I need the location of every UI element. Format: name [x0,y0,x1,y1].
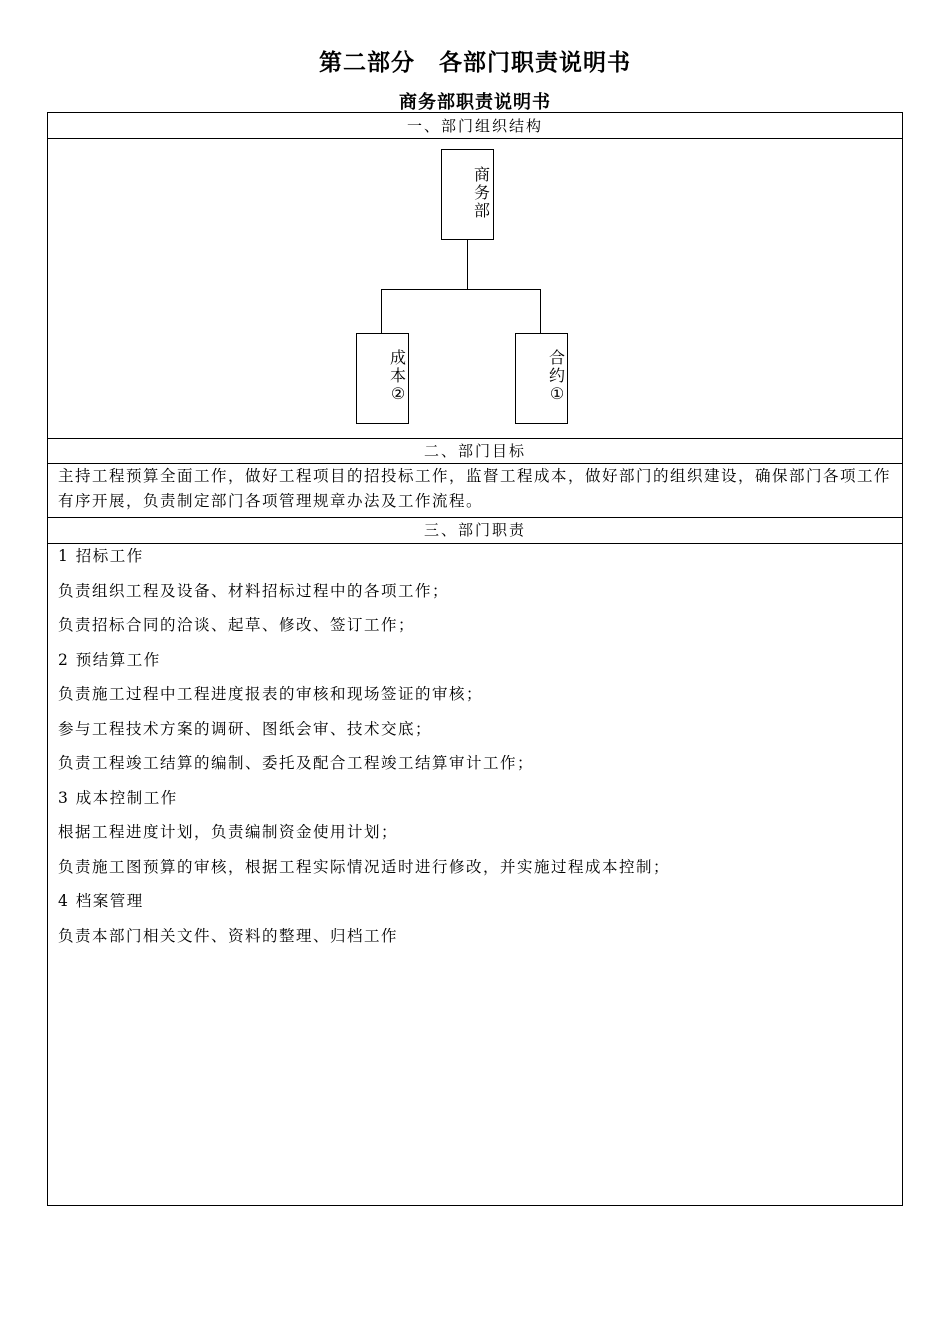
org-chart [48,139,902,438]
org-node-cost-char: 本 [389,366,406,385]
org-node-root-char: 务 [473,183,490,202]
duty-item: 参与工程技术方案的调研、图纸会审、技术交底； [58,719,433,738]
section-header-org-structure: 一、部门组织结构 [406,117,543,135]
responsibility-table [47,112,903,1206]
org-connector-horizontal [381,289,541,290]
org-node-cost [356,333,409,424]
org-node-root [441,149,494,240]
goal-text: 主持工程预算全面工作，做好工程项目的招投标工作，监督工程成本，做好部门的组织建设，确保部门各项工作有序开展，负责制定部门各项管理规章办法及工作流程。 [58,467,892,510]
duty-item: 负责本部门相关文件、资料的整理、归档工作 [58,926,399,945]
org-node-root-char: 商 [473,165,490,184]
org-connector-left [381,289,382,333]
duty-heading: 4 档案管理 [58,892,144,910]
section-header-duties: 三、部门职责 [423,521,526,539]
duties-list [58,545,894,959]
duty-item: 负责工程竣工结算的编制、委托及配合工程竣工结算审计工作； [58,754,535,772]
page-subtitle: 商务部职责说明书 [399,92,551,113]
divider [48,543,902,544]
duty-item: 负责招标合同的洽谈、起草、修改、签订工作； [58,616,416,634]
duty-heading: 1 招标工作 [58,547,144,565]
duty-heading: 3 成本控制工作 [58,788,178,807]
section-header-goal: 二、部门目标 [423,442,526,460]
org-node-contract-char: 合 [548,348,565,367]
org-node-contract [515,333,568,424]
org-connector-right [540,289,541,333]
org-connector-vertical [467,240,468,289]
page-title: 第二部分 各部门职责说明书 [319,49,631,76]
duty-heading: 2 预结算工作 [58,650,161,669]
org-node-cost-char: ② [390,384,406,403]
org-node-root-char: 部 [473,201,490,220]
duty-item: 负责施工图预算的审核，根据工程实际情况适时进行修改，并实施过程成本控制； [58,857,671,876]
duty-item: 负责组织工程及设备、材料招标过程中的各项工作； [58,581,450,600]
org-node-cost-char: 成 [389,348,406,367]
org-node-contract-char: 约 [548,366,565,385]
org-node-contract-char: ① [549,384,565,403]
duty-item: 负责施工过程中工程进度报表的审核和现场签证的审核； [58,685,484,703]
duty-item: 根据工程进度计划，负责编制资金使用计划； [58,823,399,841]
